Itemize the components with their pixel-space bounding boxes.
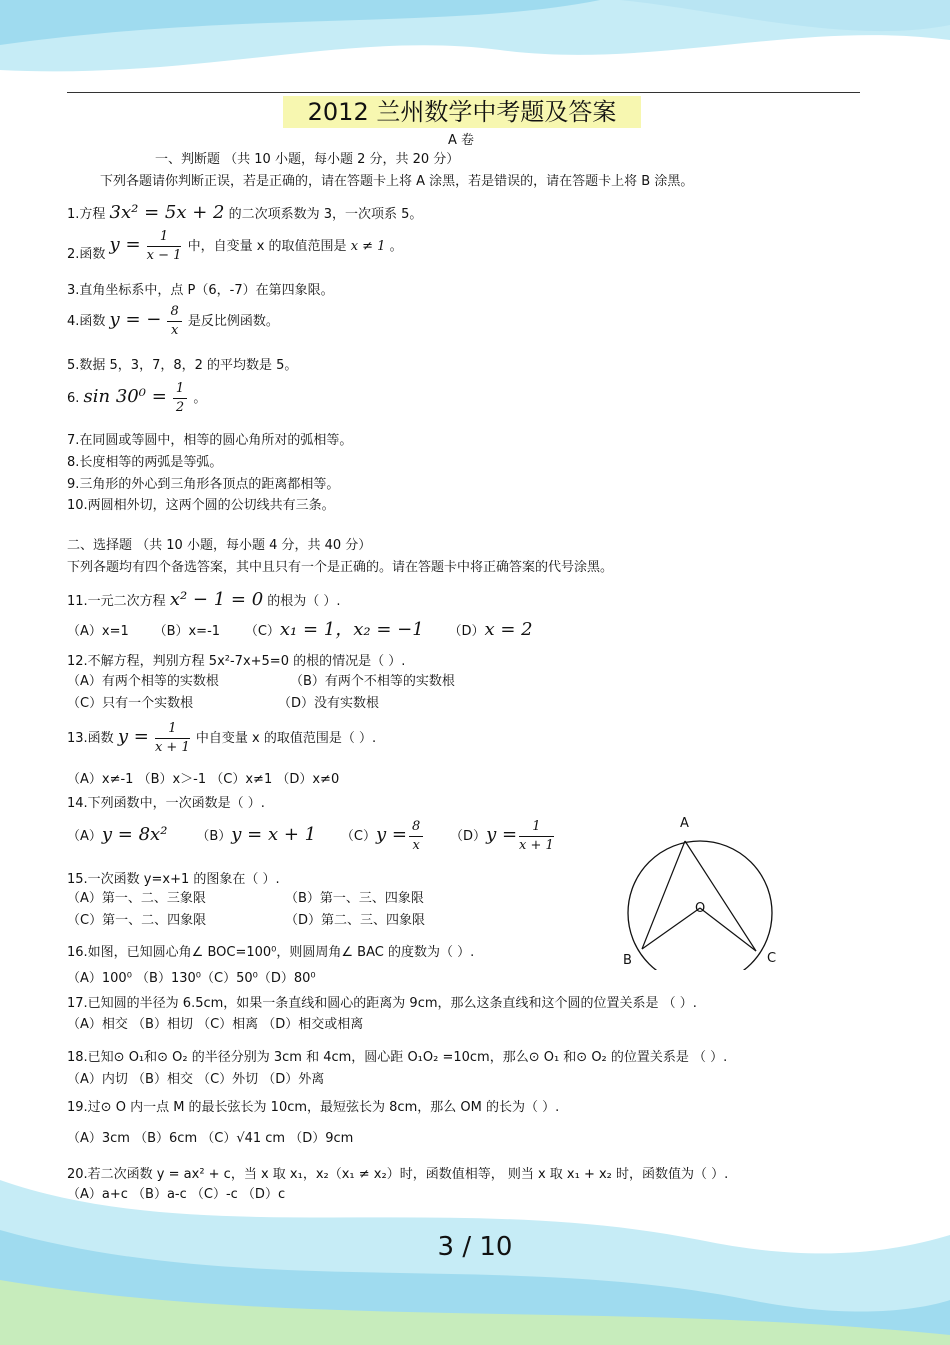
question-4: 4.函数 y = − $\frac{8}{x}$ 是反比例函数。 <box>67 304 279 338</box>
question-20: 20.若二次函数 y = ax² + c，当 x 取 x₁，x₂（x₁ ≠ x₂）时，函数值相等， 则当 x 取 x₁ + x₂ 时，函数值为（ ）. <box>67 1167 729 1182</box>
question-15-option-b: （B）第一、三、四象限 <box>285 891 424 906</box>
question-2: 2.函数 y = $\frac{1}{x - 1}$ 中，自变量 x 的取值范围是 x ≠ 1 。 <box>67 229 403 263</box>
question-15-option-d: （D）第二、三、四象限 <box>285 913 426 928</box>
question-1: 1.方程 3x² = 5x + 2 的二次项系数为 3，一次项系 5。 <box>67 202 423 223</box>
section1-instruction: 下列各题请你判断正误，若是正确的，请在答题卡上将 A 涂黑，若是错误的，请在答题卡上将 B 涂黑。 <box>100 174 694 189</box>
question-9: 9.三角形的外心到三角形各顶点的距离都相等。 <box>67 477 340 492</box>
page-title: 2012 兰州数学中考题及答案 <box>283 96 641 128</box>
question-12: 12.不解方程，判别方程 5x²-7x+5=0 的根的情况是（ ）. <box>67 654 406 669</box>
question-16: 16.如图，已知圆心角∠ BOC=100⁰，则圆周角∠ BAC 的度数为（ ）. <box>67 945 475 960</box>
question-13: 13.函数 y = $\frac{1}{x + 1}$ 中自变量 x 的取值范围是（ ）. <box>67 721 377 755</box>
question-7: 7.在同圆或等圆中，相等的圆心角所对的弧相等。 <box>67 433 353 448</box>
point-label-a: A <box>680 816 689 831</box>
circle-figure-svg <box>615 810 785 970</box>
question-13-options: （A）x≠-1 （B）x＞-1 （C）x≠1 （D）x≠0 <box>67 772 340 787</box>
question-20-options: （A）a+c （B）a-c （C）-c （D）c <box>67 1187 286 1202</box>
question-15-option-c: （C）第一、二、四象限 <box>67 913 207 928</box>
question-15: 15.一次函数 y=x+1 的图象在（ ）. <box>67 872 280 887</box>
question-14-options: （A）y = 8x² （B）y = x + 1 （C）y = $\frac{8}{x}$ （D）y = $\frac{1}{x + 1}$ <box>67 819 554 853</box>
question-18: 18.已知⊙ O₁和⊙ O₂ 的半径分别为 3cm 和 4cm，圆心距 O₁O₂ =10cm，那么⊙ O₁ 和⊙ O₂ 的位置关系是 （ ）. <box>67 1050 728 1065</box>
question-11-options: （A）x=1 （B）x=-1 （C）x₁ = 1，x₂ = −1 （D）x = 2 <box>67 619 533 640</box>
point-label-c: C <box>767 951 777 966</box>
question-12-option-c: （C）只有一个实数根 <box>67 696 194 711</box>
question-14: 14.下列函数中，一次函数是（ ）. <box>67 796 265 811</box>
question-18-options: （A）内切 （B）相交 （C）外切 （D）外离 <box>67 1072 325 1087</box>
point-label-o: O <box>695 901 706 916</box>
page-subtitle: A 卷 <box>448 133 475 148</box>
question-12-option-b: （B）有两个不相等的实数根 <box>290 674 455 689</box>
question-11: 11.一元二次方程 x² − 1 = 0 的根为（ ）. <box>67 589 341 610</box>
question-16-options: （A）100⁰ （B）130⁰（C）50⁰（D）80⁰ <box>67 971 316 986</box>
question-6: 6. sin 30⁰ = $\frac{1}{2}$ 。 <box>67 381 207 415</box>
question-15-option-a: （A）第一、二、三象限 <box>67 891 206 906</box>
header-rule <box>67 92 860 93</box>
section2-instruction: 下列各题均有四个备选答案，其中且只有一个是正确的。请在答题卡中将正确答案的代号涂黑。 <box>67 560 614 575</box>
question-12-option-d: （D）没有实数根 <box>278 696 380 711</box>
circle-figure <box>615 810 785 970</box>
section2-heading: 二、选择题 （共 10 小题，每小题 4 分，共 40 分） <box>67 538 372 553</box>
question-17-options: （A）相交 （B）相切 （C）相离 （D）相交或相离 <box>67 1017 364 1032</box>
chord-ab <box>642 841 685 949</box>
question-3: 3.直角坐标系中，点 P（6，-7）在第四象限。 <box>67 283 334 298</box>
question-19-options: （A）3cm （B）6cm （C）√41 cm （D）9cm <box>67 1131 354 1146</box>
page-indicator: 3 / 10 <box>437 1232 513 1262</box>
question-17: 17.已知圆的半径为 6.5cm，如果一条直线和圆心的距离为 9cm，那么这条直线和这个圆的位置关系是 （ ）. <box>67 996 697 1011</box>
point-label-b: B <box>623 953 632 968</box>
question-8: 8.长度相等的两弧是等弧。 <box>67 455 223 470</box>
radius-oc <box>700 908 756 951</box>
question-19: 19.过⊙ O 内一点 M 的最长弦长为 10cm，最短弦长为 8cm，那么 OM 的长为（ ）. <box>67 1100 560 1115</box>
question-5: 5.数据 5，3，7，8，2 的平均数是 5。 <box>67 358 298 373</box>
section1-heading: 一、判断题 （共 10 小题，每小题 2 分，共 20 分） <box>155 152 460 167</box>
question-10: 10.两圆相外切，这两个圆的公切线共有三条。 <box>67 498 335 513</box>
question-12-option-a: （A）有两个相等的实数根 <box>67 674 219 689</box>
